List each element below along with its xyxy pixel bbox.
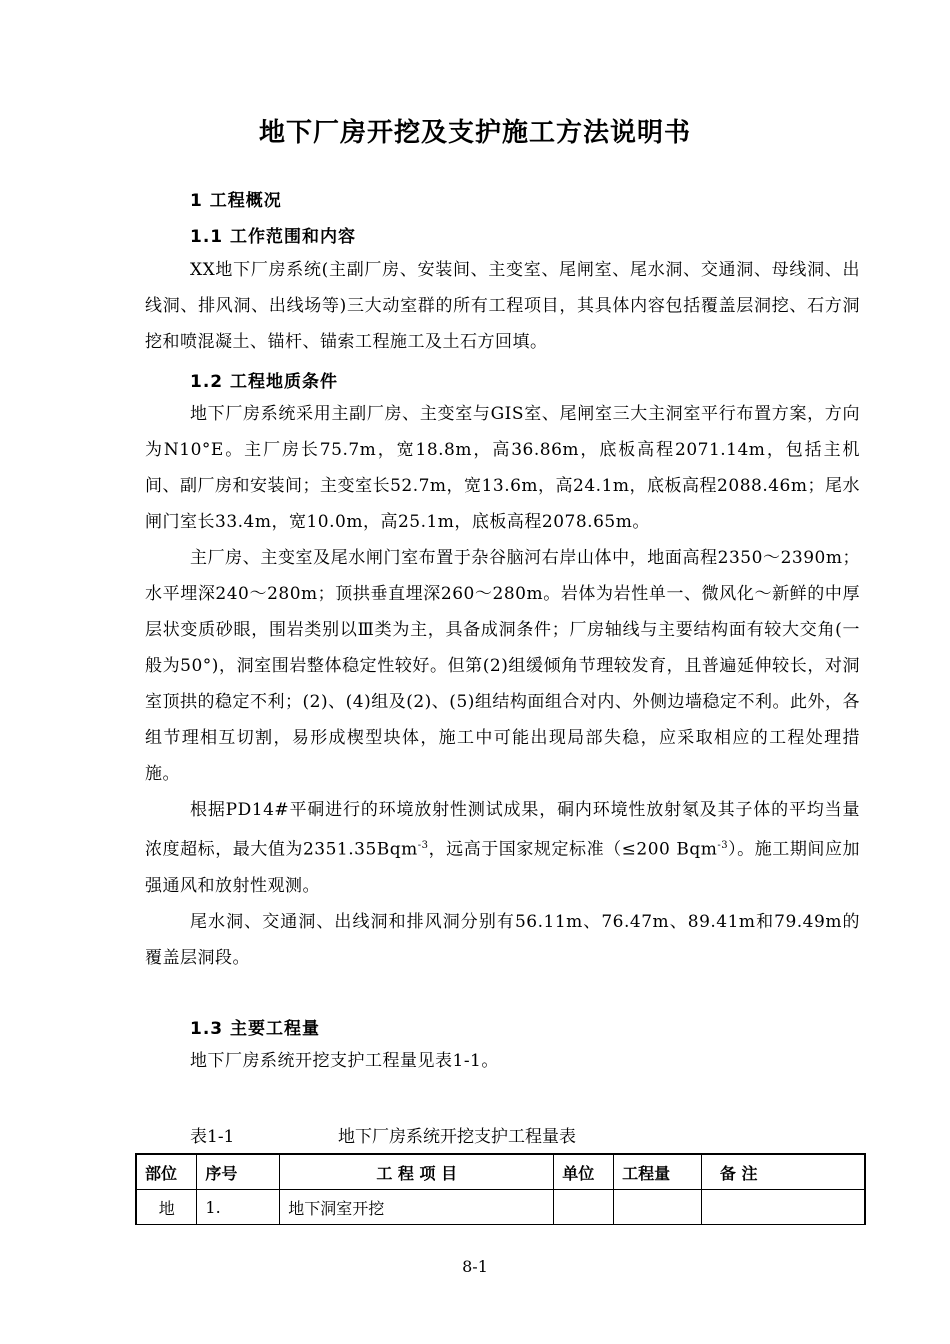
heading-1-3: 1.3 主要工程量: [190, 1019, 321, 1039]
table-cell: [701, 1190, 865, 1225]
table-title: 地下厂房系统开挖支护工程量表: [338, 1127, 576, 1147]
heading-1-1: 1.1 工作范围和内容: [190, 227, 357, 247]
paragraph-text: XX地下厂房系统(主副厂房、安装间、主变室、尾闸室、尾水洞、交通洞、母线洞、出线洞、排风洞、出线场等)三大动室群的所有工程项目，其具体内容包括覆盖层洞挖、石方洞挖和喷混凝土、锚杆、锚索工程施工及土石方回填。: [145, 260, 860, 352]
paragraph-text: 地下厂房系统开挖支护工程量见表1-1。: [190, 1051, 499, 1071]
header-cell: 工 程 项 目: [280, 1154, 554, 1190]
paragraph-text: 地下厂房系统采用主副厂房、主变室与GIS室、尾闸室三大主洞室平行布置方案，方向为N10°E。主厂房长75.7m，宽18.8m，高36.86m，底板高程2071.14m，包括主机间、副厂房和安装间；主变室长52.7m，宽13.6m，高24.1m，底板高程2088.46m；尾水闸门室长33.4m，宽10.0m，高25.1m，底板高程2078.65m。: [145, 404, 860, 532]
header-cell: 单位: [554, 1154, 614, 1190]
table-cell: 地下洞室开挖: [280, 1190, 554, 1225]
radon-text-a: 根据PD14#平硐进行的环境放射性测试成果，硐内环境性放射氡及其子体的平均当量浓度超标，最大值为2351.35Bqm: [145, 800, 860, 860]
table-header-row: [136, 1154, 865, 1190]
document-title: 地下厂房开挖及支护施工方法说明书: [258, 118, 691, 148]
heading-1: 1 工程概况: [190, 191, 282, 211]
superscript: -3: [417, 840, 429, 851]
table-cell: 地: [136, 1190, 197, 1225]
paragraph-text: 尾水洞、交通洞、出线洞和排风洞分别有56.11m、76.47m、89.41m和79.49m的覆盖层洞段。: [145, 911, 860, 968]
radon-text-c: ）。施工期间应加强通风和放射性观测。: [145, 839, 861, 896]
paragraph-quantities: [145, 1043, 860, 1079]
superscript: -3: [717, 840, 729, 851]
header-cell: 序号: [197, 1154, 280, 1190]
paragraph-radon: [145, 792, 860, 904]
table-cell: [554, 1190, 614, 1225]
quantity-table: [135, 1153, 866, 1225]
header-cell: 备 注: [701, 1154, 865, 1190]
heading-1-2: 1.2 工程地质条件: [190, 372, 339, 392]
header-cell: 部位: [136, 1154, 197, 1190]
table-row: [136, 1190, 865, 1225]
paragraph-geology: [145, 396, 860, 976]
paragraph-scope: [145, 252, 860, 360]
page-number: 8-1: [462, 1257, 488, 1276]
table-cell: 1.: [197, 1190, 280, 1225]
radon-text-b: ，远高于国家规定标准（≤200 Bqm: [428, 839, 718, 860]
paragraph-text: 主厂房、主变室及尾水闸门室布置于杂谷脑河右岸山体中，地面高程2350～2390m；水平埋深240～280m；顶拱垂直埋深260～280m。岩体为岩性单一、微风化～新鲜的中厚层状变质砂眼，围岩类别以Ⅲ类为主，具备成洞条件；厂房轴线与主要结构面有较大交角(一般为50°)，洞室围岩整体稳定性较好。但第(2)组缓倾角节理较发育，且普遍延伸较长，对洞室顶拱的稳定不利；(2)、(4)组及(2)、(5)组结构面组合对内、外侧边墙稳定不利。此外，各组节理相互切割，易形成楔型块体，施工中可能出现局部失稳，应采取相应的工程处理措施。: [145, 548, 860, 784]
table-number: 表1-1: [190, 1127, 235, 1147]
table-cell: [614, 1190, 702, 1225]
header-cell: 工程量: [614, 1154, 702, 1190]
